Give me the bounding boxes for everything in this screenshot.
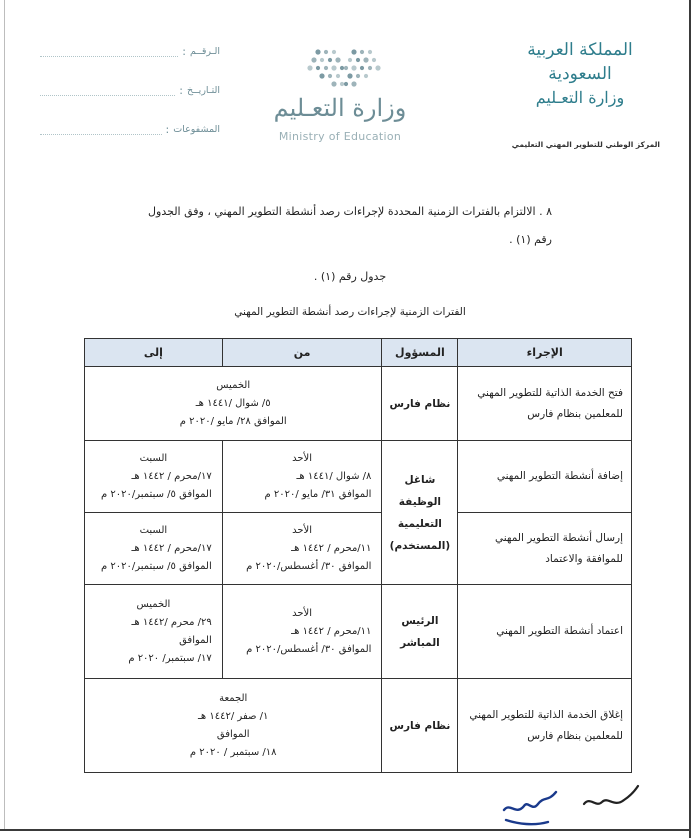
cell-date-span (85, 367, 382, 441)
ministry-name: وزارة التعـليم (535, 88, 625, 107)
field-number-label: الـرقــم (190, 45, 220, 57)
date-gregorian-label: الموافق (216, 728, 250, 740)
date-gregorian: الموافق ٥/ سبتمبر/٢٠٢٠ م (101, 560, 212, 572)
cell-date-from (222, 585, 382, 679)
date-gregorian: الموافق ٣٠/ أغسطس/٢٠٢٠ م (246, 643, 372, 655)
date-day: الأحد (292, 607, 313, 619)
header-from: من (222, 339, 382, 367)
signature-left (498, 772, 568, 832)
page-right-border (689, 0, 691, 838)
cell-date-to (85, 441, 223, 513)
cell-procedure: إغلاق الخدمة الذاتية للتطوير المهني للمعلمين بنظام فارس (458, 679, 632, 773)
cell-procedure: إرسال أنشطة التطوير المهني للموافقة والاعتماد (458, 513, 632, 585)
header-to: إلى (85, 339, 223, 367)
cell-responsible: شاغل الوظيفة التعليمية (المستخدم) (382, 441, 458, 585)
page-left-edge (4, 0, 5, 829)
date-day: الأحد (292, 452, 313, 464)
date-hijri: ١٧/محرم / ١٤٤٢ هـ (131, 542, 212, 554)
header-procedure: الإجراء (458, 339, 632, 367)
cell-responsible: نظام فارس (382, 679, 458, 773)
signature-right (580, 780, 640, 820)
header-fields (40, 40, 220, 157)
cell-date-to (85, 585, 223, 679)
field-date-label: التـاريــخ (186, 84, 220, 96)
center-name: المركز الوطني للتطوير المهني التعليمي (511, 140, 660, 149)
dot-book-logo-icon (240, 44, 440, 94)
date-hijri: ١١/محرم / ١٤٤٢ هـ (291, 625, 372, 637)
field-colon: : (182, 44, 186, 58)
cell-procedure: إضافة أنشطة التطوير المهني (458, 441, 632, 513)
date-gregorian: الموافق ٢٨/ مايو /٢٠٢٠ م (179, 415, 287, 427)
table-row (85, 679, 632, 773)
field-number (40, 40, 220, 62)
date-day: الخميس (136, 598, 171, 610)
cell-procedure: اعتماد أنشطة التطوير المهني (458, 585, 632, 679)
date-day: السبت (139, 524, 168, 536)
date-gregorian: ١٧/ سبتمبر/ ٢٠٢٠ م (128, 652, 212, 664)
field-date (40, 79, 220, 101)
table-row (85, 367, 632, 441)
date-day: الأحد (292, 524, 313, 536)
date-hijri: ١/ صفر /١٤٤٢ هـ (198, 710, 269, 722)
table-title: الفترات الزمنية لإجراءات رصد أنشطة التطوير المهني (234, 306, 466, 318)
date-day: الخميس (216, 379, 251, 391)
date-gregorian: ١٨/ سبتمبر / ٢٠٢٠ م (189, 746, 277, 758)
table-header-row (85, 339, 632, 367)
cell-responsible: نظام فارس (382, 367, 458, 441)
field-date-line (40, 85, 175, 96)
logo-arabic-text: وزارة التعـليم (273, 94, 407, 122)
field-colon: : (179, 83, 183, 97)
cell-date-to (85, 513, 223, 585)
cell-responsible: الرئيس المباشر (382, 585, 458, 679)
date-gregorian-label: الموافق (179, 634, 212, 646)
table-row (85, 585, 632, 679)
date-day: السبت (139, 452, 168, 464)
header-right (500, 38, 660, 110)
logo-english-text: Ministry of Education (278, 130, 402, 143)
date-gregorian: الموافق ٣١/ مايو /٢٠٢٠ م (264, 488, 372, 500)
paragraph-8: ٨ . الالتزام بالفترات الزمنية المحددة لإجراءات رصد أنشطة التطوير المهني ، وفق الجدول رقم (١) . (148, 205, 552, 246)
field-attachments (40, 118, 220, 140)
ministry-logo (240, 44, 440, 149)
field-colon: : (165, 122, 170, 136)
date-gregorian: الموافق ٥/ سبتمبر/٢٠٢٠ م (101, 488, 212, 500)
cell-procedure: فتح الخدمة الذاتية للتطوير المهني للمعلمين بنظام فارس (458, 367, 632, 441)
date-day: الجمعة (219, 692, 248, 704)
date-hijri: ٢٩/ محرم /١٤٤٢ هـ (131, 616, 212, 628)
cell-date-span (85, 679, 382, 773)
date-hijri: ١١/محرم / ١٤٤٢ هـ (291, 542, 372, 554)
date-hijri: ٥/ شوال /١٤٤١ هـ (195, 397, 271, 409)
page-bottom-border (0, 829, 691, 831)
cell-date-from (222, 513, 382, 585)
field-attachments-label: المشفوعات (173, 123, 220, 135)
field-number-line (40, 46, 178, 57)
cell-date-from (222, 441, 382, 513)
date-hijri: ٨/ شوال /١٤٤١ هـ (296, 470, 372, 482)
date-hijri: ١٧/محرم / ١٤٤٢ هـ (131, 470, 212, 482)
table-row (85, 513, 632, 585)
date-gregorian: الموافق ٣٠/ أغسطس/٢٠٢٠ م (246, 560, 372, 572)
schedule-table (84, 338, 632, 773)
field-attachments-line (40, 124, 162, 135)
table-row (85, 441, 632, 513)
table-reference: جدول رقم (١) . (313, 270, 387, 283)
header-responsible: المسؤول (382, 339, 458, 367)
kingdom-name: المملكة العربية السعودية (527, 40, 633, 84)
